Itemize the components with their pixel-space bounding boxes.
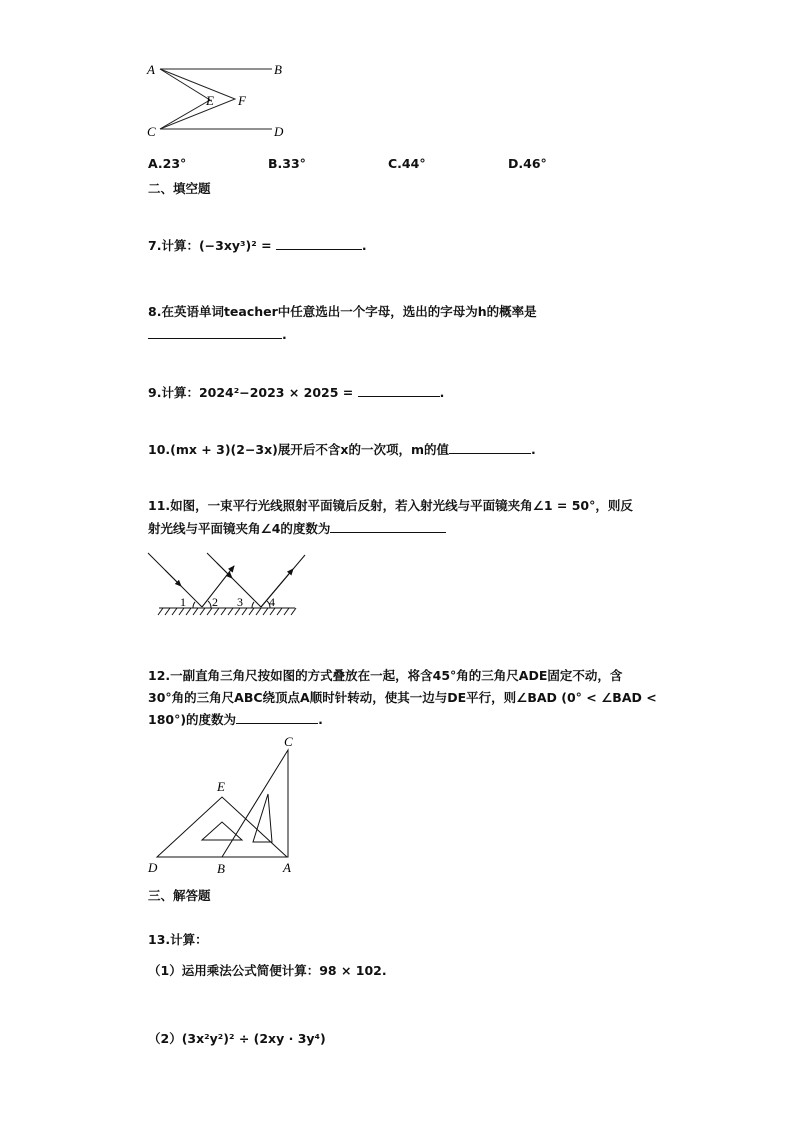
question-13-title: 13.计算： <box>148 932 208 947</box>
question-11-line1: 11.如图，一束平行光线照射平面镜后反射，若入射光线与平面镜夹角∠1 = 50°，则反 <box>148 498 633 513</box>
question-12-line3 <box>148 711 323 728</box>
q8-answer-blank[interactable] <box>148 326 282 339</box>
q9-expression: 2024²−2023 × 2025 = <box>198 385 354 400</box>
option-a[interactable]: A.23° <box>148 156 187 171</box>
mirror-hatch <box>158 608 296 615</box>
q10-suffix: . <box>530 442 536 457</box>
figure-parallel-lines <box>140 58 300 142</box>
q10-answer-blank[interactable] <box>449 441 531 454</box>
q13-part2-expression: (3x²y²)² ÷ (2xy · 3y⁴) <box>181 1031 326 1046</box>
question-12-line1: 12.一副直角三角尺按如图的方式叠放在一起，将含45°角的三角尺ADE固定不动，含 <box>148 668 623 683</box>
angle-label-4: 4 <box>269 595 275 609</box>
question-13-part1: （1）运用乘法公式简便计算：98 × 102. <box>148 963 387 978</box>
line-a-e-c <box>160 69 210 129</box>
triangle-ade <box>157 797 287 857</box>
question-10 <box>148 441 536 458</box>
q7-suffix: . <box>361 238 367 253</box>
question-8-line2 <box>148 326 287 343</box>
label-c: C <box>147 124 156 139</box>
question-12-line2: 30°角的三角尺ABC绕顶点A顺时针转动，使其一边与DE平行，则∠BAD (0° < ∠BAD < <box>148 690 657 705</box>
q9-suffix: . <box>439 385 445 400</box>
label-d: D <box>274 124 284 139</box>
question-8-line1: 8.在英语单词teacher中任意选出一个字母，选出的字母为h的概率是 <box>148 304 537 319</box>
q7-expression: (−3xy³)² = <box>198 238 272 253</box>
label-d: D <box>148 860 158 875</box>
q9-answer-blank[interactable] <box>358 384 440 397</box>
q12-suffix: . <box>318 712 323 727</box>
question-7 <box>148 237 367 254</box>
label-a: A <box>283 860 291 875</box>
q12-line3-text: 180°)的度数为 <box>148 712 237 727</box>
label-a: A <box>147 62 155 77</box>
angle-label-3: 3 <box>237 595 243 609</box>
q11-line2-text: 射光线与平面镜夹角∠4的度数为 <box>148 521 331 536</box>
angle-label-1: 1 <box>180 595 186 609</box>
label-e: E <box>217 779 225 794</box>
q7-prefix: 7.计算： <box>148 238 199 253</box>
section-2-heading: 二、填空题 <box>148 181 211 196</box>
option-d[interactable]: D.46° <box>508 156 547 171</box>
angle-arc-1 <box>193 602 195 608</box>
question-11-line2 <box>148 520 446 537</box>
label-c: C <box>284 734 293 749</box>
angle-arc-2 <box>208 601 211 608</box>
option-b[interactable]: B.33° <box>268 156 306 171</box>
triangle-ade-inner <box>202 822 242 840</box>
figure-triangle-rulers <box>140 730 310 880</box>
q12-answer-blank[interactable] <box>236 711 318 724</box>
q7-answer-blank[interactable] <box>276 237 362 250</box>
q8-suffix: . <box>282 327 287 342</box>
label-e: E <box>206 93 214 108</box>
figure-mirror-reflection <box>145 548 315 620</box>
line-a-f-c <box>160 69 235 129</box>
option-c[interactable]: C.44° <box>388 156 426 171</box>
triangle-abc <box>222 750 288 857</box>
q11-answer-blank[interactable] <box>330 520 446 533</box>
label-b: B <box>217 861 225 876</box>
label-f: F <box>238 93 246 108</box>
question-13-part2 <box>148 1031 326 1047</box>
section-3-heading: 三、解答题 <box>148 888 211 903</box>
q13-part2-prefix: （2） <box>148 1031 182 1046</box>
angle-arc-3 <box>252 602 254 608</box>
q10-text: 10.(mx + 3)(2−3x)展开后不含x的一次项，m的值 <box>148 442 449 457</box>
angle-label-2: 2 <box>212 595 218 609</box>
label-b: B <box>274 62 282 77</box>
question-9 <box>148 384 444 401</box>
q9-prefix: 9.计算： <box>148 385 199 400</box>
